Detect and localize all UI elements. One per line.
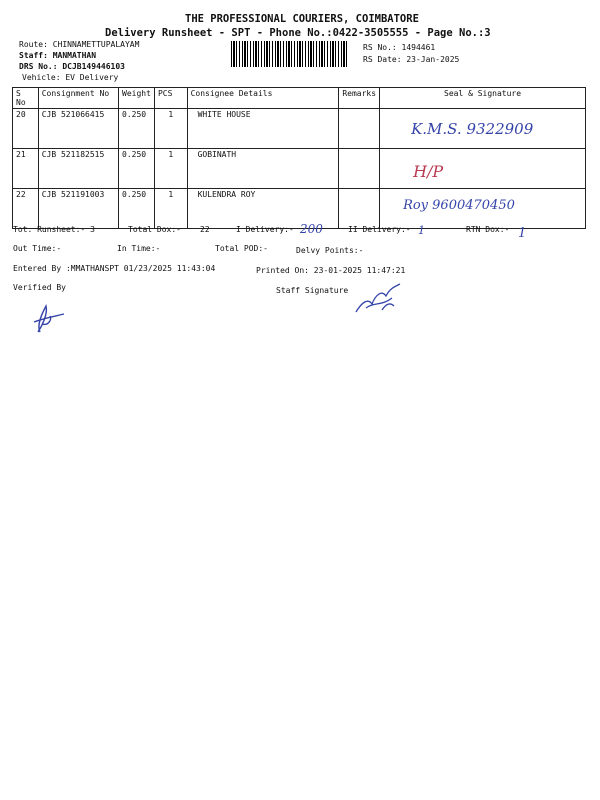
col-remarks: Remarks bbox=[339, 88, 380, 109]
col-seal: Seal & Signature bbox=[380, 88, 586, 109]
i-delivery-label: I Delivery:- bbox=[236, 225, 294, 234]
cell-weight: 0.250 bbox=[119, 149, 155, 189]
cell-pcs: 1 bbox=[154, 149, 187, 189]
cell-sno: 22 bbox=[13, 189, 39, 229]
runsheet-table bbox=[12, 87, 586, 229]
verified-by: Verified By bbox=[13, 283, 66, 292]
cell-consignee: KULENDRA ROY bbox=[187, 189, 339, 229]
col-weight: Weight bbox=[119, 88, 155, 109]
delvy-points: Delvy Points:- bbox=[296, 246, 364, 255]
cell-seal bbox=[380, 149, 586, 189]
staff-signature bbox=[352, 280, 406, 318]
tot-runsheet: Tot. Runsheet:- 3 bbox=[13, 225, 95, 234]
out-time: Out Time:- bbox=[13, 244, 62, 253]
col-pcs: PCS bbox=[154, 88, 187, 109]
ii-delivery-label: II Delivery:- bbox=[348, 225, 411, 234]
total-pod: Total POD:- bbox=[215, 244, 268, 253]
i-delivery-handwriting: 200 bbox=[300, 222, 323, 236]
barcode-image bbox=[231, 41, 349, 67]
rs-number: RS No.: 1494461 bbox=[363, 43, 436, 52]
runsheet-subtitle: Delivery Runsheet - SPT - Phone No.:0422-3505555 - Page No.:3 bbox=[105, 27, 491, 39]
rtn-dox-handwriting: 1 bbox=[518, 226, 527, 241]
cell-consignment: CJB 521182515 bbox=[38, 149, 118, 189]
in-time: In Time:- bbox=[117, 244, 161, 253]
cell-consignee: GOBINATH bbox=[187, 149, 339, 189]
ii-delivery-handwriting: 1 bbox=[418, 224, 425, 237]
vehicle-label: Vehicle: EV Delivery bbox=[22, 73, 119, 82]
cell-pcs: 1 bbox=[154, 189, 187, 229]
cell-seal bbox=[380, 189, 586, 229]
route-label: Route: CHINNAMETTUPALAYAM bbox=[19, 40, 140, 49]
cell-consignment: CJB 521191003 bbox=[38, 189, 118, 229]
table-row bbox=[13, 149, 586, 189]
entered-by: Entered By :MMATHANSPT 01/23/2025 11:43:04 bbox=[13, 264, 216, 273]
rtn-dox-label: RTN Dox:- bbox=[466, 225, 510, 234]
cell-consignee: WHITE HOUSE bbox=[187, 109, 339, 149]
seal-handwriting: H/P bbox=[413, 162, 444, 181]
total-dox-value: 22 bbox=[200, 225, 210, 234]
cell-weight: 0.250 bbox=[119, 109, 155, 149]
cell-remarks bbox=[339, 189, 380, 229]
cell-remarks bbox=[339, 149, 380, 189]
staff-signature-label: Staff Signature bbox=[276, 286, 349, 295]
table-row bbox=[13, 189, 586, 229]
cell-seal bbox=[380, 109, 586, 149]
cell-weight: 0.250 bbox=[119, 189, 155, 229]
staff-label: Staff: MANMATHAN bbox=[19, 51, 97, 60]
cell-sno: 20 bbox=[13, 109, 39, 149]
table-header-row bbox=[13, 88, 586, 109]
cell-pcs: 1 bbox=[154, 109, 187, 149]
col-sno: S No bbox=[13, 88, 39, 109]
col-consignment: Consignment No bbox=[38, 88, 118, 109]
printed-on: Printed On: 23-01-2025 11:47:21 bbox=[256, 266, 406, 275]
verified-signature bbox=[30, 302, 70, 336]
company-title: THE PROFESSIONAL COURIERS, COIMBATORE bbox=[185, 13, 419, 25]
drs-number: DRS No.: DCJB149446103 bbox=[19, 62, 125, 71]
seal-handwriting: K.M.S. 9322909 bbox=[411, 120, 534, 138]
rs-date: RS Date: 23-Jan-2025 bbox=[363, 55, 460, 64]
cell-sno: 21 bbox=[13, 149, 39, 189]
total-dox-label: Total Dox:- bbox=[128, 225, 181, 234]
table-row bbox=[13, 109, 586, 149]
seal-handwriting: Roy 9600470450 bbox=[403, 198, 515, 213]
cell-remarks bbox=[339, 109, 380, 149]
col-consignee: Consignee Details bbox=[187, 88, 339, 109]
cell-consignment: CJB 521066415 bbox=[38, 109, 118, 149]
